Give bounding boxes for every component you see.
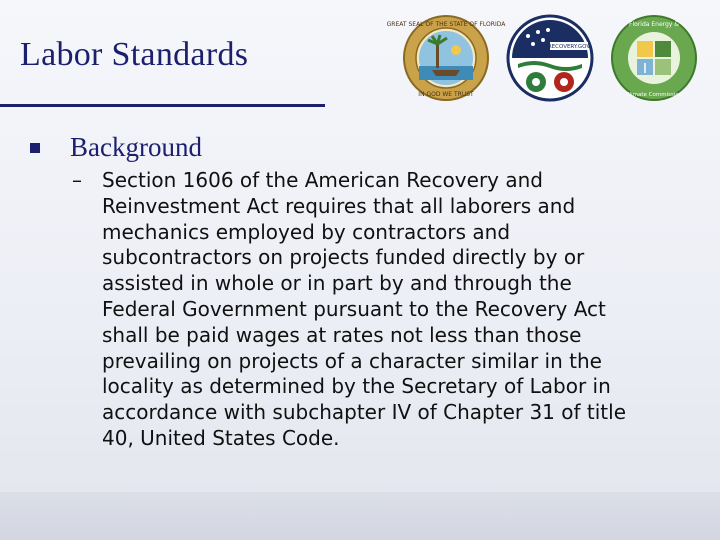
bullet-marker: [30, 143, 40, 153]
sub-bullet-dash: –: [72, 168, 82, 192]
bullet-text: Background: [70, 132, 202, 162]
logo-row: [386, 14, 702, 98]
energy-top-text: Florida Energy &: [629, 21, 679, 28]
footer-band: [0, 492, 720, 540]
slide-title: Labor Standards: [20, 36, 249, 73]
seal-top-text: GREAT SEAL OF THE STATE OF FLORIDA: [386, 21, 506, 28]
title-underline: [0, 104, 325, 107]
sub-bullet-text: Section 1606 of the American Recovery and Reinvestment Act requires that all laborers and mechanics employed by contractors and subcontractors on projects funded directly by or assisted in whole or in part by and through the Federal Government pursuant to the Recovery Act shall be paid wages at rates not less than those prevailing on projects of a character similar in the locality as determined by the Secretary of Labor in accordance with subchapter IV of Chapter 31 of title 40, United States Code.: [102, 168, 627, 450]
bullet-item: [30, 132, 202, 163]
seal-bottom-text: IN GOD WE TRUST: [418, 91, 474, 98]
energy-commission-icon: [610, 14, 698, 102]
recovery-text: RECOVERY.GOV: [547, 44, 591, 50]
energy-commission-logo: [610, 14, 698, 102]
sub-bullet: [72, 168, 642, 452]
state-seal-icon: [386, 14, 506, 102]
energy-bottom-text: Climate Commission: [625, 92, 683, 98]
recovery-logo: [506, 14, 594, 102]
florida-seal-logo: [386, 14, 506, 102]
recovery-gov-icon: [506, 14, 594, 102]
